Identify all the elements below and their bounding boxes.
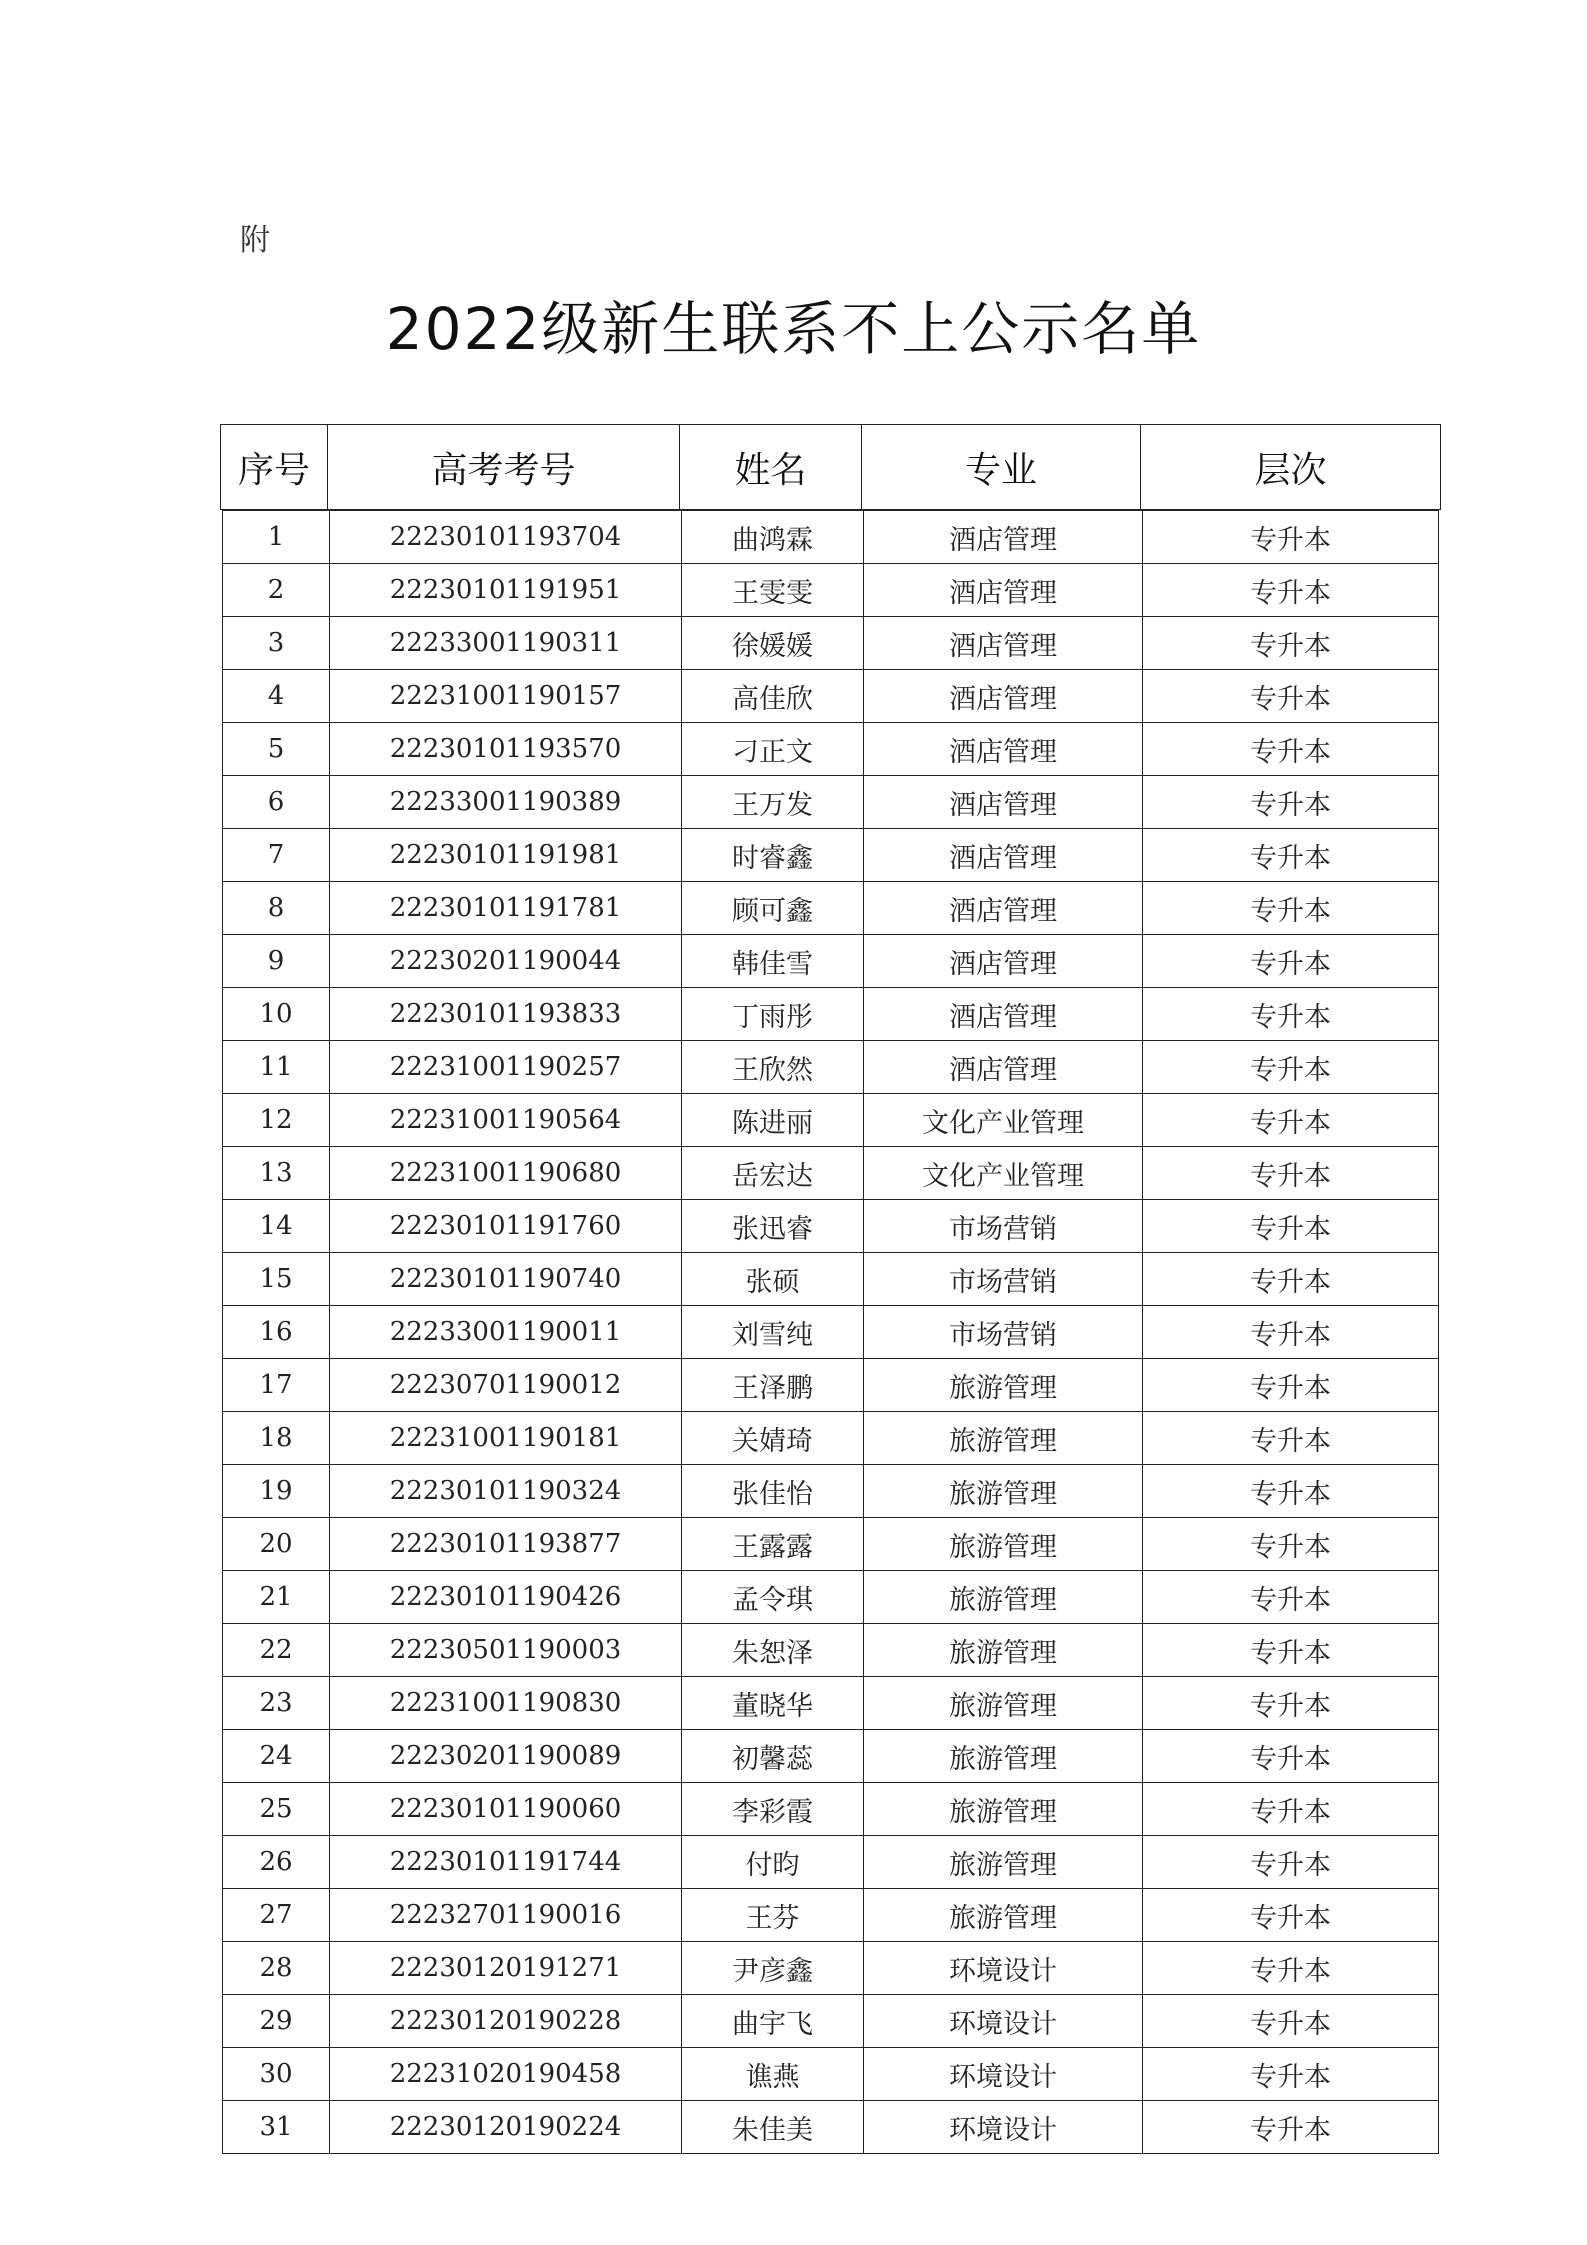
header-serial-number: 序号 [221,425,328,510]
cell-name: 王万发 [682,776,864,829]
cell-exam-id: 22230120190224 [330,2101,682,2154]
cell-exam-id: 22231001190830 [330,1677,682,1730]
cell-major: 酒店管理 [864,988,1143,1041]
cell-exam-id: 22231001190157 [330,670,682,723]
table-row [223,1465,1439,1518]
cell-serial-number: 9 [223,935,330,988]
cell-major: 酒店管理 [864,776,1143,829]
cell-name: 张迅睿 [682,1200,864,1253]
cell-major: 旅游管理 [864,1889,1143,1942]
cell-serial-number: 13 [223,1147,330,1200]
table-row [223,1412,1439,1465]
cell-serial-number: 22 [223,1624,330,1677]
cell-name: 王芬 [682,1889,864,1942]
cell-exam-id: 22230120191271 [330,1942,682,1995]
cell-serial-number: 26 [223,1836,330,1889]
cell-exam-id: 22233001190389 [330,776,682,829]
cell-exam-id: 22230101190740 [330,1253,682,1306]
cell-level: 专升本 [1143,882,1439,935]
cell-exam-id: 22230101190426 [330,1571,682,1624]
table-row [223,617,1439,670]
cell-name: 王雯雯 [682,564,864,617]
cell-name: 曲宇飞 [682,1995,864,2048]
table-row [223,988,1439,1041]
cell-major: 酒店管理 [864,829,1143,882]
cell-serial-number: 4 [223,670,330,723]
table-row [223,670,1439,723]
cell-exam-id: 22230101193877 [330,1518,682,1571]
cell-level: 专升本 [1143,1995,1439,2048]
cell-serial-number: 1 [223,511,330,564]
cell-level: 专升本 [1143,829,1439,882]
header-level: 层次 [1141,425,1441,510]
cell-major: 环境设计 [864,2048,1143,2101]
cell-major: 旅游管理 [864,1359,1143,1412]
table-row [223,1624,1439,1677]
table-row [223,1359,1439,1412]
cell-major: 文化产业管理 [864,1094,1143,1147]
cell-name: 高佳欣 [682,670,864,723]
cell-level: 专升本 [1143,1783,1439,1836]
cell-level: 专升本 [1143,1518,1439,1571]
cell-major: 酒店管理 [864,617,1143,670]
cell-name: 李彩霞 [682,1783,864,1836]
cell-major: 旅游管理 [864,1730,1143,1783]
table-row [223,1200,1439,1253]
cell-serial-number: 25 [223,1783,330,1836]
cell-name: 时睿鑫 [682,829,864,882]
cell-name: 徐媛媛 [682,617,864,670]
cell-level: 专升本 [1143,2048,1439,2101]
table-row [223,935,1439,988]
cell-level: 专升本 [1143,723,1439,776]
cell-level: 专升本 [1143,1942,1439,1995]
cell-exam-id: 22230101190060 [330,1783,682,1836]
cell-exam-id: 22232701190016 [330,1889,682,1942]
table-row [223,564,1439,617]
table-row [223,1942,1439,1995]
cell-name: 尹彦鑫 [682,1942,864,1995]
cell-serial-number: 23 [223,1677,330,1730]
cell-exam-id: 22230201190044 [330,935,682,988]
cell-serial-number: 5 [223,723,330,776]
cell-serial-number: 18 [223,1412,330,1465]
cell-serial-number: 29 [223,1995,330,2048]
cell-exam-id: 22230101191781 [330,882,682,935]
cell-name: 丁雨彤 [682,988,864,1041]
cell-level: 专升本 [1143,1094,1439,1147]
header-major: 专业 [862,425,1141,510]
cell-serial-number: 19 [223,1465,330,1518]
cell-name: 孟令琪 [682,1571,864,1624]
cell-name: 陈进丽 [682,1094,864,1147]
cell-serial-number: 14 [223,1200,330,1253]
cell-exam-id: 22230101193704 [330,511,682,564]
table-row [223,1571,1439,1624]
cell-major: 环境设计 [864,2101,1143,2154]
cell-name: 朱恕泽 [682,1624,864,1677]
cell-major: 旅游管理 [864,1518,1143,1571]
table-row [223,1995,1439,2048]
cell-name: 付昀 [682,1836,864,1889]
cell-major: 旅游管理 [864,1783,1143,1836]
table-row [223,882,1439,935]
student-table [222,510,1439,2154]
cell-serial-number: 15 [223,1253,330,1306]
cell-serial-number: 6 [223,776,330,829]
table-row [223,1253,1439,1306]
cell-level: 专升本 [1143,988,1439,1041]
cell-serial-number: 3 [223,617,330,670]
cell-name: 朱佳美 [682,2101,864,2154]
cell-level: 专升本 [1143,1253,1439,1306]
attachment-label: 附 [240,223,270,258]
cell-major: 市场营销 [864,1200,1143,1253]
cell-exam-id: 22230101191744 [330,1836,682,1889]
cell-level: 专升本 [1143,1465,1439,1518]
table-row [223,829,1439,882]
cell-major: 市场营销 [864,1253,1143,1306]
cell-serial-number: 11 [223,1041,330,1094]
cell-serial-number: 24 [223,1730,330,1783]
cell-major: 环境设计 [864,1942,1143,1995]
cell-name: 谯燕 [682,2048,864,2101]
page-title: 2022级新生联系不上公示名单 [385,295,1202,363]
cell-level: 专升本 [1143,2101,1439,2154]
cell-major: 酒店管理 [864,511,1143,564]
cell-exam-id: 22230101191760 [330,1200,682,1253]
cell-serial-number: 8 [223,882,330,935]
cell-level: 专升本 [1143,1889,1439,1942]
cell-name: 初馨蕊 [682,1730,864,1783]
cell-serial-number: 10 [223,988,330,1041]
cell-major: 旅游管理 [864,1677,1143,1730]
cell-serial-number: 7 [223,829,330,882]
cell-name: 张佳怡 [682,1465,864,1518]
cell-serial-number: 30 [223,2048,330,2101]
table-row [223,1783,1439,1836]
cell-exam-id: 22230101191951 [330,564,682,617]
cell-serial-number: 27 [223,1889,330,1942]
cell-exam-id: 22230701190012 [330,1359,682,1412]
cell-serial-number: 17 [223,1359,330,1412]
cell-serial-number: 12 [223,1094,330,1147]
cell-name: 张硕 [682,1253,864,1306]
cell-name: 王露露 [682,1518,864,1571]
table-row [223,1041,1439,1094]
cell-level: 专升本 [1143,1041,1439,1094]
cell-exam-id: 22230101193833 [330,988,682,1041]
cell-major: 市场营销 [864,1306,1143,1359]
table-row [223,1094,1439,1147]
table-row [223,2048,1439,2101]
cell-exam-id: 22231020190458 [330,2048,682,2101]
cell-level: 专升本 [1143,1200,1439,1253]
cell-exam-id: 22231001190564 [330,1094,682,1147]
cell-level: 专升本 [1143,1677,1439,1730]
table-row [223,1730,1439,1783]
cell-level: 专升本 [1143,1306,1439,1359]
cell-name: 韩佳雪 [682,935,864,988]
table-header [220,424,1441,510]
cell-name: 王泽鹏 [682,1359,864,1412]
cell-name: 岳宏达 [682,1147,864,1200]
cell-name: 曲鸿霖 [682,511,864,564]
cell-level: 专升本 [1143,1412,1439,1465]
cell-major: 酒店管理 [864,882,1143,935]
table-body [223,511,1439,2154]
cell-major: 旅游管理 [864,1412,1143,1465]
cell-exam-id: 22231001190680 [330,1147,682,1200]
cell-level: 专升本 [1143,511,1439,564]
cell-level: 专升本 [1143,935,1439,988]
cell-exam-id: 22230101193570 [330,723,682,776]
cell-level: 专升本 [1143,1624,1439,1677]
table-row [223,723,1439,776]
header-exam-id: 高考考号 [328,425,680,510]
table-row [223,1518,1439,1571]
cell-exam-id: 22233001190311 [330,617,682,670]
cell-serial-number: 31 [223,2101,330,2154]
cell-major: 文化产业管理 [864,1147,1143,1200]
cell-level: 专升本 [1143,1359,1439,1412]
cell-level: 专升本 [1143,564,1439,617]
cell-exam-id: 22233001190011 [330,1306,682,1359]
cell-major: 酒店管理 [864,723,1143,776]
cell-major: 旅游管理 [864,1624,1143,1677]
cell-name: 刘雪纯 [682,1306,864,1359]
cell-name: 顾可鑫 [682,882,864,935]
cell-serial-number: 2 [223,564,330,617]
cell-exam-id: 22230201190089 [330,1730,682,1783]
cell-exam-id: 22230101190324 [330,1465,682,1518]
cell-level: 专升本 [1143,1730,1439,1783]
table-row [223,1836,1439,1889]
cell-major: 酒店管理 [864,564,1143,617]
table-row [223,511,1439,564]
cell-serial-number: 20 [223,1518,330,1571]
cell-major: 酒店管理 [864,935,1143,988]
cell-major: 酒店管理 [864,1041,1143,1094]
cell-level: 专升本 [1143,1571,1439,1624]
cell-name: 董晓华 [682,1677,864,1730]
table-row [223,2101,1439,2154]
cell-serial-number: 28 [223,1942,330,1995]
cell-level: 专升本 [1143,617,1439,670]
cell-name: 刁正文 [682,723,864,776]
cell-name: 关婧琦 [682,1412,864,1465]
cell-level: 专升本 [1143,670,1439,723]
cell-exam-id: 22230101191981 [330,829,682,882]
cell-major: 旅游管理 [864,1465,1143,1518]
cell-level: 专升本 [1143,776,1439,829]
header-name: 姓名 [680,425,862,510]
cell-major: 酒店管理 [864,670,1143,723]
table-row [223,1677,1439,1730]
cell-major: 旅游管理 [864,1571,1143,1624]
cell-level: 专升本 [1143,1147,1439,1200]
table-row [223,1889,1439,1942]
cell-exam-id: 22230120190228 [330,1995,682,2048]
cell-level: 专升本 [1143,1836,1439,1889]
cell-major: 旅游管理 [864,1836,1143,1889]
table-row [223,1147,1439,1200]
cell-exam-id: 22230501190003 [330,1624,682,1677]
cell-exam-id: 22231001190181 [330,1412,682,1465]
table-row [223,1306,1439,1359]
cell-name: 王欣然 [682,1041,864,1094]
cell-major: 环境设计 [864,1995,1143,2048]
cell-exam-id: 22231001190257 [330,1041,682,1094]
cell-serial-number: 21 [223,1571,330,1624]
cell-serial-number: 16 [223,1306,330,1359]
table-row [223,776,1439,829]
